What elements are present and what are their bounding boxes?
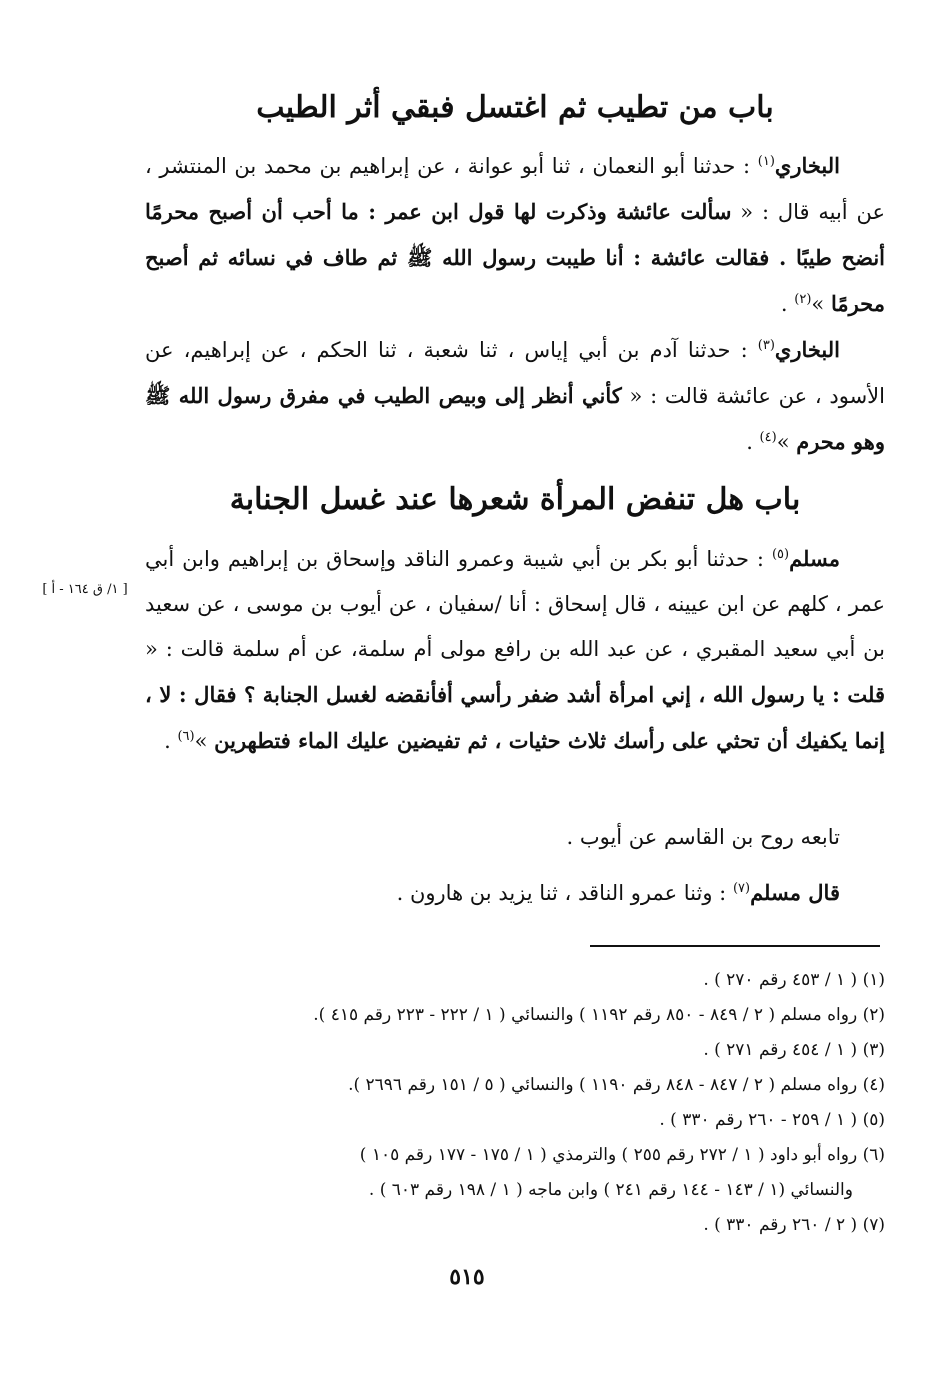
paragraph-muslim-1 [145,536,885,764]
footnotes [145,963,885,1243]
section-heading-2: باب هل تنفض المرأة شعرها عند غسل الجنابة [229,482,801,517]
footnote-ref: (٥) [771,547,790,562]
source-name: البخاري [774,337,840,362]
paragraph-mutaba: تابعه روح بن القاسم عن أيوب . [566,825,840,849]
quote-close: » [194,729,215,753]
footnote-4: (٤) رواه مسلم ( ٢ / ٨٤٧ - ٨٤٨ رقم ١١٩٠ ) والنسائي ( ٥ / ١٥١ رقم ٢٦٩٦ ). [348,1075,885,1095]
footnote-ref: (٤) [759,430,777,445]
footnote-6-continued [145,1173,885,1208]
footnote-ref: (١) [757,154,775,169]
footnote-3: (٣) ( ١ / ٤٥٤ رقم ٢٧١ ) . [703,1040,885,1060]
paragraph-muslim-2 [145,870,885,916]
footnote-ref: (٦) [177,729,195,744]
source-name: البخاري [774,153,840,178]
footnote-5: (٥) ( ١ / ٢٥٩ - ٢٦٠ رقم ٣٣٠ ) . [659,1110,885,1130]
footnote-6: (٦) رواه أبو داود ( ١ / ٢٧٢ رقم ٢٥٥ ) والترمذي ( ١ / ١٧٥ - ١٧٧ رقم ١٠٥ ) [359,1145,885,1165]
footnote-2: (٢) رواه مسلم ( ٢ / ٨٤٩ - ٨٥٠ رقم ١١٩٢ ) والنسائي ( ١ / ٢٢٢ - ٢٢٣ رقم ٤١٥ ). [313,1005,885,1025]
isnad-text: : حدثنا أبو بكر بن أبي شيبة وعمرو الناقد وإسحاق بن إبراهيم وابن أبي عمر ، كلهم عن ابن عيينه ، قال إسحاق : أنا /سفيان ، عن أيوب بن موسى ، عن سعيد بن أبي سعيد المقبري ، عن عبد الله بن رافع مولى أم سلمة، عن أم سلمة قالت : « [145,547,885,661]
isnad-text: : حدثنا آدم بن أبي إياس ، ثنا شعبة ، ثنا الحكم ، عن إبراهيم، عن الأسود ، عن عائشة قالت : « [145,338,885,408]
manuscript-margin-note: [ ١/ ق ١٦٤ - أ ] [42,582,128,597]
footnote-separator [590,945,880,947]
footnote-ref: (٧) [732,881,751,896]
matn-text: قلت : يا رسول الله ، إني امرأة أشد ضفر رأسي أفأنقضه لغسل الجنابة ؟ فقال : لا ، إنما يكفيك أن تحثي على رأسك ثلاث حثيات ، ثم تفيضين عليك الماء فتطهرين [145,682,885,753]
footnote-1: (١) ( ١ / ٤٥٣ رقم ٢٧٠ ) . [703,970,885,990]
footnote-ref: (٢) [794,292,812,307]
footnote-7: (٧) ( ٢ / ٢٦٠ رقم ٣٣٠ ) . [703,1215,885,1235]
paragraph-bukhari-2 [145,327,885,465]
isnad-text: : حدثنا أبو النعمان ، ثنا أبو عوانة ، عن إبراهيم بن محمد بن المنتشر ، عن أبيه قال : « [145,154,885,224]
paragraph-end: . [780,292,795,316]
paragraph-end: . [746,430,760,454]
paragraph-end: . [164,729,178,753]
section-heading-1: باب من تطيب ثم اغتسل فبقي أثر الطيب [256,90,774,125]
paragraph-bukhari-1 [145,143,885,327]
source-name: مسلم [789,546,840,571]
paragraph-text: : وثنا عمرو الناقد ، ثنا يزيد بن هارون . [396,881,733,905]
page-number: ٥١٥ [449,1264,485,1290]
footnote-ref: (٣) [757,338,775,353]
matn-text: كأني أنظر إلى وبيص الطيب في مفرق رسول الله ﷺ وهو محرم [145,383,885,454]
matn-text: سألت عائشة وذكرت لها قول ابن عمر : ما أحب أن أصبح محرمًا أنضح طيبًا . فقالت عائشة : أنا طيبت رسول الله ﷺ ثم طاف في نسائه ثم أصبح محرمًا [145,199,885,316]
quote-close: » [776,430,797,454]
quote-close: » [811,292,831,316]
footnote-6-continuation: والنسائي (١ / ١٤٣ - ١٤٤ رقم ٢٤١ ) وابن ماجه ( ١ / ١٩٨ رقم ٦٠٣ ) . [368,1180,853,1200]
source-name: قال مسلم [750,880,840,905]
